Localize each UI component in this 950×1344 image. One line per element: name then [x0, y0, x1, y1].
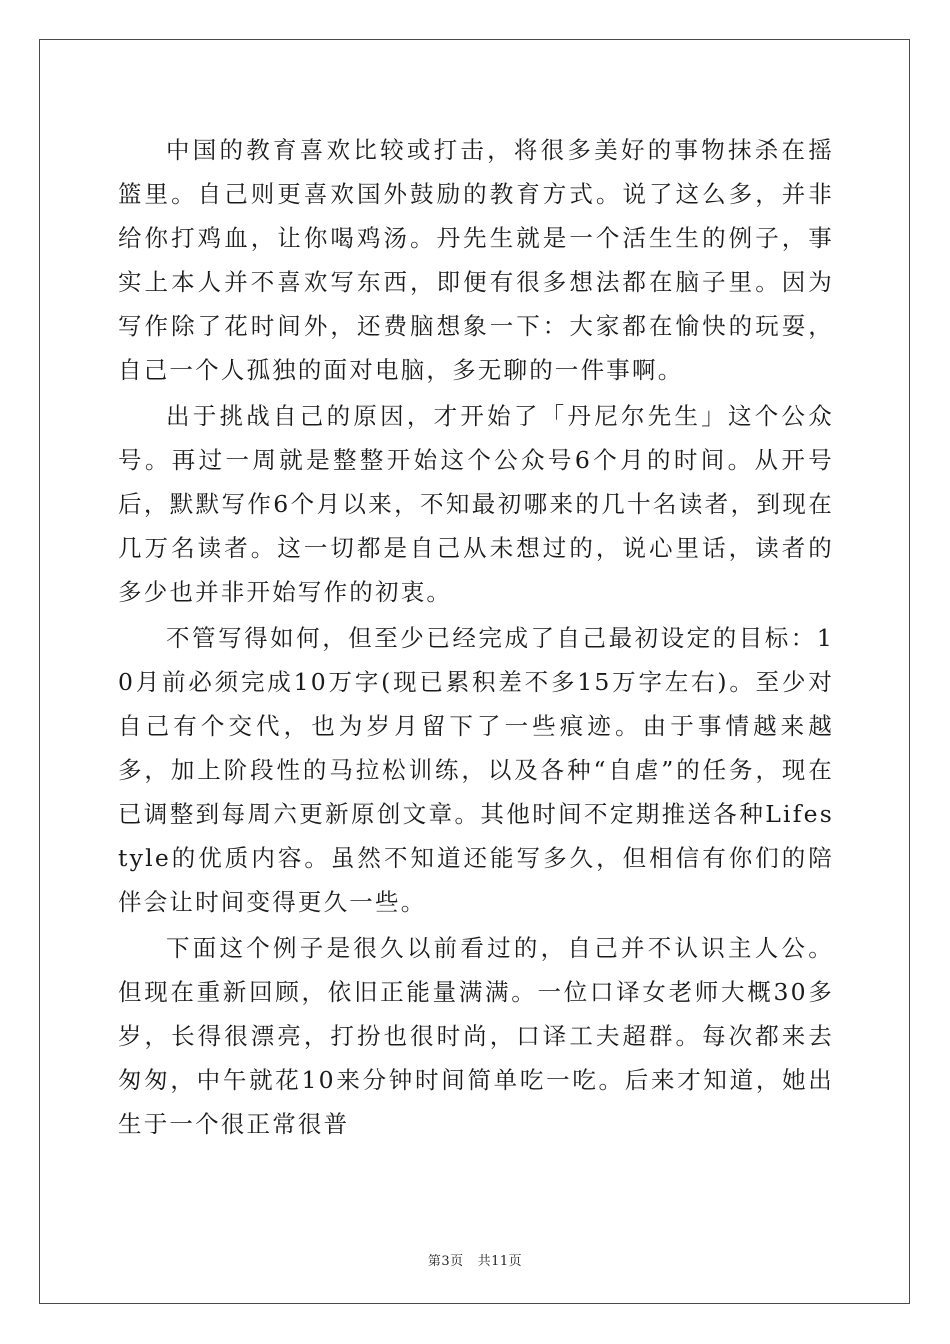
paragraph-2: 出于挑战自己的原因，才开始了「丹尼尔先生」这个公众号。再过一周就是整整开始这个公众号6个月的时间。从开号后，默默写作6个月以来，不知最初哪来的几十名读者，到现在几万名读者。这一切都是自己从未想过的，说心里话，读者的多少也并非开始写作的初衷。 [118, 402, 834, 606]
document-body [118, 128, 834, 1148]
page-footer [0, 1250, 950, 1269]
paragraph-3: 不管写得如何，但至少已经完成了自己最初设定的目标：10月前必须完成10万字(现已累积差不多15万字左右)。至少对自己有个交代，也为岁月留下了一些痕迹。由于事情越来越多，加上阶段性的马拉松训练，以及各种“自虐”的任务，现在已调整到每周六更新原创文章。其他时间不定期推送各种Lifestyle的优质内容。虽然不知道还能写多久，但相信有你们的陪伴会让时间变得更久一些。 [118, 624, 834, 916]
paragraph-4: 下面这个例子是很久以前看过的，自己并不认识主人公。但现在重新回顾，依旧正能量满满。一位口译女老师大概30多岁，长得很漂亮，打扮也很时尚，口译工夫超群。每次都来去匆匆，中午就花10来分钟时间简单吃一吃。后来才知道，她出生于一个很正常很普 [118, 934, 834, 1138]
page-total: 共11页 [477, 1254, 523, 1269]
paragraph-1: 中国的教育喜欢比较或打击，将很多美好的事物抹杀在摇篮里。自己则更喜欢国外鼓励的教育方式。说了这么多，并非给你打鸡血，让你喝鸡汤。丹先生就是一个活生生的例子，事实上本人并不喜欢写东西，即便有很多想法都在脑子里。因为写作除了花时间外，还费脑想象一下：大家都在愉快的玩耍，自己一个人孤独的面对电脑，多无聊的一件事啊。 [118, 136, 834, 384]
page-number: 第3页 [427, 1254, 464, 1269]
